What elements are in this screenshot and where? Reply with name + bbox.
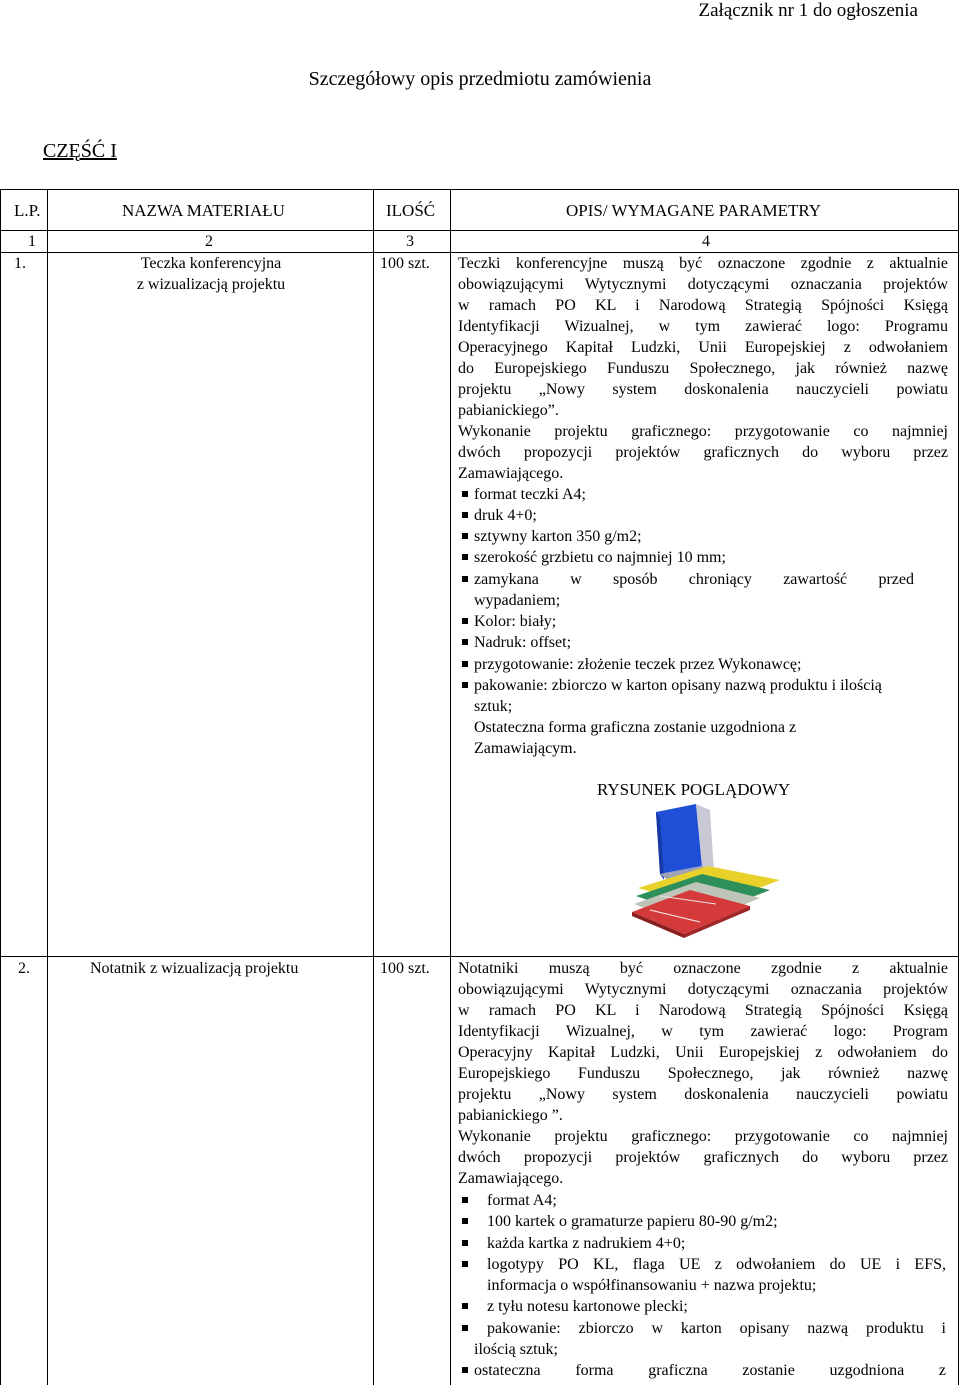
bullet-square-icon <box>462 618 468 624</box>
desc-line: obowiązującymi Wytycznymi dotyczącymi oznaczania projektów <box>458 276 948 293</box>
row-description <box>458 253 948 484</box>
desc-line: Operacyjny Kapitał Ludzki, Unii Europejskiej z odwołaniem do <box>458 1044 948 1061</box>
bullet-text: informacja o współfinansowaniu + nazwa projektu; <box>487 1277 817 1294</box>
desc-line: projektu „Nowy system doskonalenia nauczycieli powiatu <box>458 381 948 398</box>
work-line: dwóch propozycji projektów graficznych do wyboru przez <box>458 444 948 461</box>
bullet-square-icon <box>462 1325 468 1331</box>
bullet-text: format A4; <box>487 1192 557 1209</box>
bullet-text: sztywny karton 350 g/m2; <box>474 528 642 545</box>
desc-line: Identyfikacji Wizualnej, w tym zawierać logo: Program <box>458 1023 948 1040</box>
header-name: NAZWA MATERIAŁU <box>122 201 285 220</box>
desc-line: Europejskiego Funduszu Społecznego, jak również nazwę <box>458 1065 948 1082</box>
desc-line: Operacyjnego Kapitał Ludzki, Unii Europejskiej z odwołaniem <box>458 339 948 356</box>
bullet-text: format teczki A4; <box>474 486 586 503</box>
bullet-text: pakowanie: zbiorczo w karton opisany nazwą produktu i ilością <box>474 677 882 694</box>
row-qty: 100 szt. <box>380 960 430 977</box>
bullet-text: sztuk; <box>474 698 513 715</box>
desc-line: pabianickiego ”. <box>458 1107 563 1124</box>
row-name: Notatnik z wizualizacją projektu <box>90 960 299 977</box>
bullet-text: z tyłu notesu kartonowe plecki; <box>487 1298 688 1315</box>
bullet-square-icon <box>462 533 468 539</box>
bullet-square-icon <box>462 639 468 645</box>
final-note-line: Ostateczna forma graficzna zostanie uzgodniona z <box>474 719 797 736</box>
bullet-square-icon <box>462 661 468 667</box>
final-note-line: Zamawiającym. <box>474 740 577 757</box>
header-desc: OPIS/ WYMAGANE PARAMETRY <box>566 201 822 220</box>
col-number-1: 1 <box>28 233 36 250</box>
desc-line: Identyfikacji Wizualnej, w tym zawierać logo: Programu <box>458 318 948 335</box>
bullet-text: ostateczna forma graficzna zostanie uzgodniona z <box>474 1362 946 1379</box>
bullet-text: przygotowanie: złożenie teczek przez Wykonawcę; <box>474 656 802 673</box>
bullet-text: każda kartka z nadrukiem 4+0; <box>487 1235 686 1252</box>
col-number-4: 4 <box>702 233 710 250</box>
bullet-text: pakowanie: zbiorczo w karton opisany nazwą produktu i <box>487 1320 946 1337</box>
bullet-text: szerokość grzbietu co najmniej 10 mm; <box>474 549 726 566</box>
row-lp: 2. <box>18 960 30 977</box>
row-qty: 100 szt. <box>380 255 430 272</box>
row-name <box>50 253 372 295</box>
row-name-line: Teczka konferencyjna <box>140 255 282 272</box>
bullet-square-icon <box>462 682 468 688</box>
desc-line: obowiązującymi Wytycznymi dotyczącymi oznaczania projektów <box>458 981 948 998</box>
bullet-text: Kolor: biały; <box>474 613 557 630</box>
row-lp: 1. <box>14 255 26 272</box>
row-name-line: z wizualizacją projektu <box>136 276 286 293</box>
desc-line: pabianickiego”. <box>458 402 559 419</box>
folder-illustration <box>630 800 790 940</box>
list-item <box>462 1318 946 1360</box>
bullet-square-icon <box>462 1303 468 1309</box>
work-line: Wykonanie projektu graficznego: przygotowanie co najmniej <box>458 1128 948 1145</box>
drawing-caption: RYSUNEK POGLĄDOWY <box>597 780 791 799</box>
bullet-square-icon <box>462 1218 468 1224</box>
bullet-square-icon <box>462 512 468 518</box>
bullet-square-icon <box>462 554 468 560</box>
desc-line: w ramach PO KL i Narodową Strategią Spójności Księgą <box>458 297 948 314</box>
bullet-square-icon <box>462 1240 468 1246</box>
bullet-square-icon <box>462 491 468 497</box>
list-item <box>462 1254 946 1296</box>
row-description <box>458 958 948 1189</box>
bullet-text: zamykana w sposób chroniący zawartość przed <box>474 571 914 588</box>
work-line: Wykonanie projektu graficznego: przygotowanie co najmniej <box>458 423 948 440</box>
list-item <box>462 1360 946 1381</box>
col-number-3: 3 <box>406 233 414 250</box>
bullet-square-icon <box>462 1367 468 1373</box>
col-number-2: 2 <box>205 233 213 250</box>
desc-line: Teczki konferencyjne muszą być oznaczone zgodnie z aktualnie <box>458 255 948 272</box>
desc-line: Notatniki muszą być oznaczone zgodnie z aktualnie <box>458 960 948 977</box>
header-lp: L.P. <box>14 201 41 220</box>
final-note <box>474 717 796 759</box>
bullet-text: druk 4+0; <box>474 507 537 524</box>
bullet-square-icon <box>462 1197 468 1203</box>
work-line: Zamawiającego. <box>458 465 564 482</box>
list-item <box>462 569 914 611</box>
bullet-text: wypadaniem; <box>474 592 561 609</box>
desc-line: projektu „Nowy system doskonalenia nauczycieli powiatu <box>458 1086 948 1103</box>
work-line: Zamawiającego. <box>458 1170 564 1187</box>
desc-line: do Europejskiego Funduszu Społecznego, jak również nazwę <box>458 360 948 377</box>
document-title: Szczegółowy opis przedmiotu zamówienia <box>308 68 652 90</box>
work-line: dwóch propozycji projektów graficznych do wyboru przez <box>458 1149 948 1166</box>
header-qty: ILOŚĆ <box>386 201 436 220</box>
bullet-text: Nadruk: offset; <box>474 634 572 651</box>
attachment-note: Załącznik nr 1 do ogłoszenia <box>698 0 918 21</box>
bullet-text: 100 kartek o gramaturze papieru 80-90 g/m2; <box>487 1213 778 1230</box>
desc-line: w ramach PO KL i Narodową Strategią Spójności Księgą <box>458 1002 948 1019</box>
bullet-square-icon <box>462 1261 468 1267</box>
bullet-square-icon <box>462 576 468 582</box>
bullet-text: ilością sztuk; <box>474 1341 558 1358</box>
bullet-text: logotypy PO KL, flaga UE z odwołaniem do UE i EFS, <box>487 1256 946 1273</box>
part-heading: CZĘŚĆ I <box>43 140 117 162</box>
